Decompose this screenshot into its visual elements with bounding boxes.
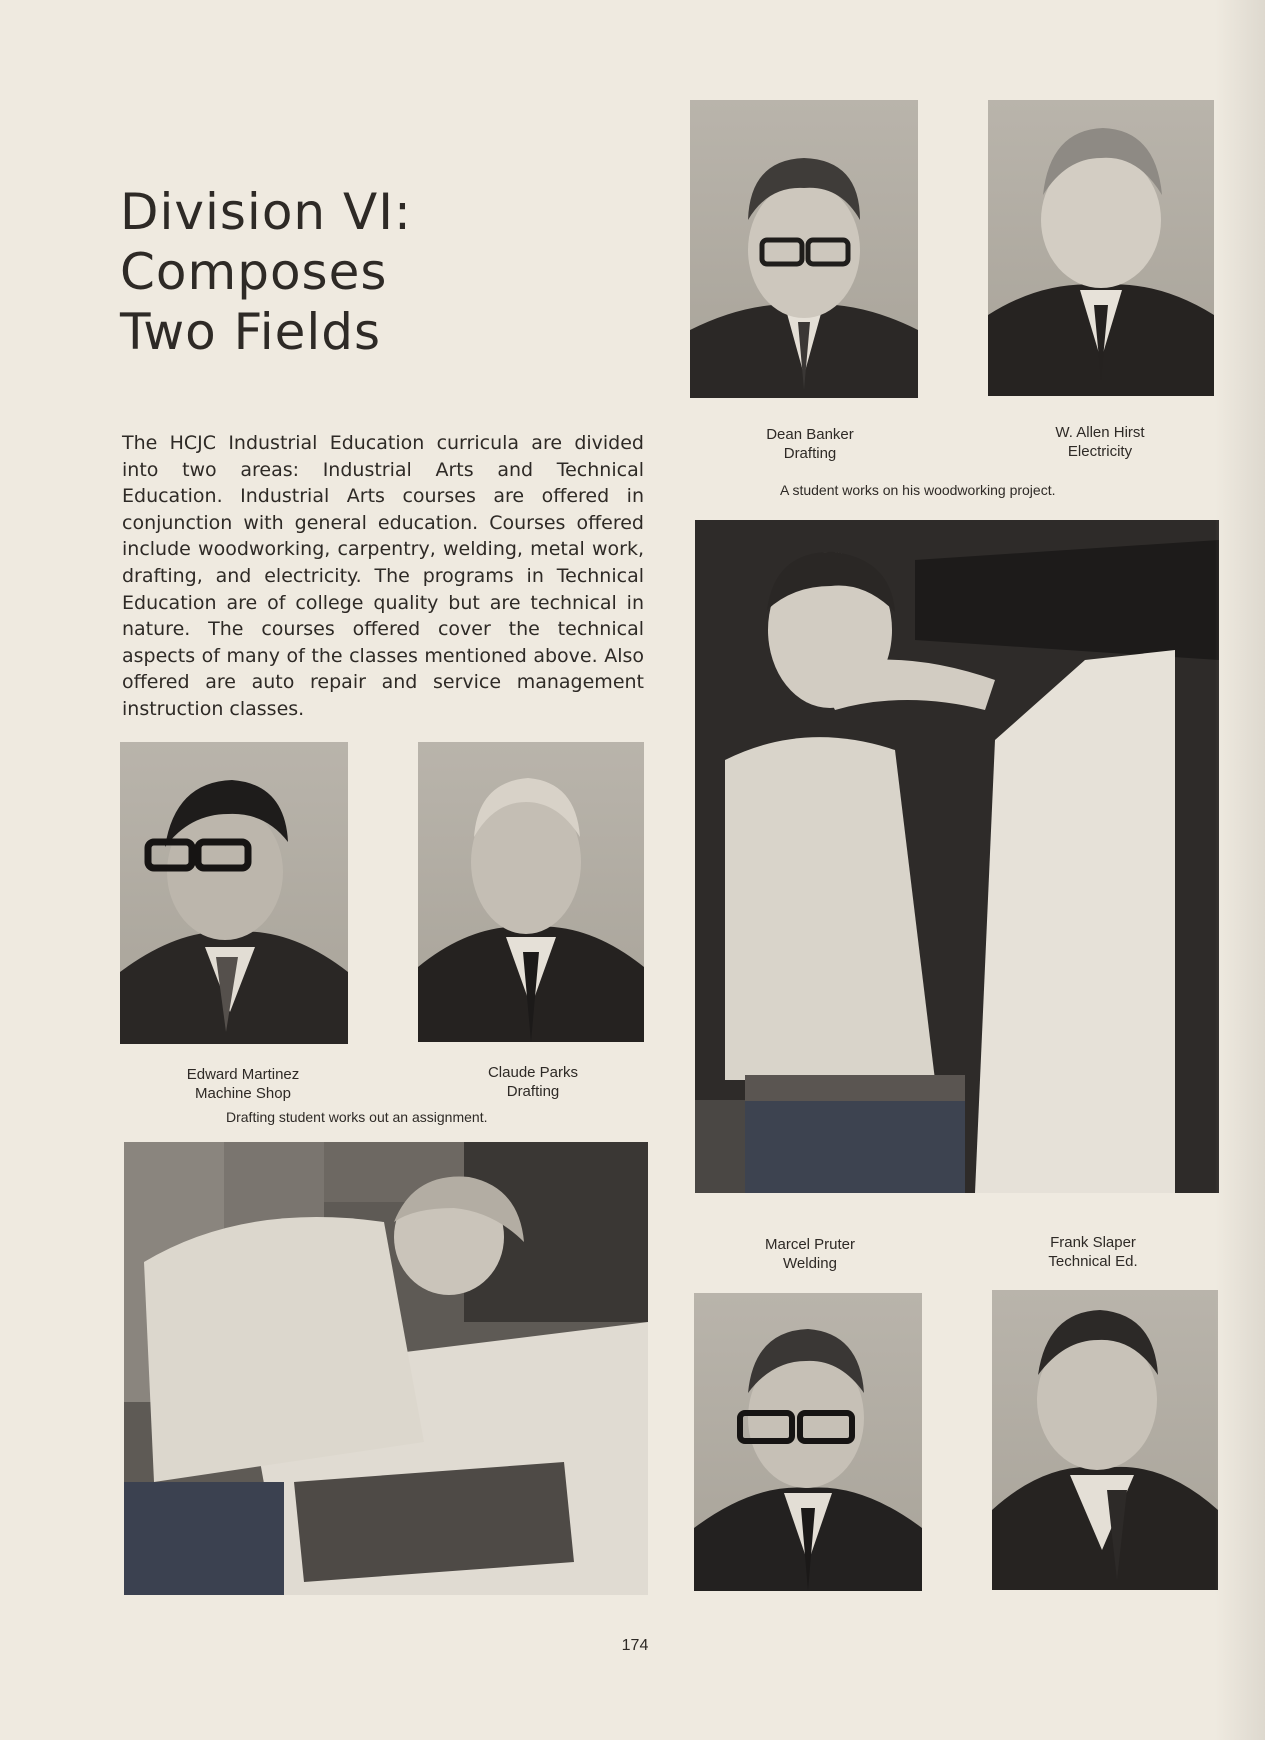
- title-line: Division VI:: [120, 183, 412, 241]
- faculty-name: Frank Slaper: [1050, 1234, 1136, 1251]
- intro-paragraph: The HCJC Industrial Education curricula are divided into two areas: Industrial Arts and Technical Education. Industrial Arts courses are offered in conjunction with general education. Courses offered include woodworking, carpentry, welding, metal work, drafting, and electricity. The programs in Technical Education are of college quality but are technical in nature. The courses offered cover the technical aspects of many of the classes mentioned above. Also offered are auto repair and service management instruction classes.: [122, 432, 644, 720]
- portrait-edward-martinez: [120, 742, 348, 1044]
- photo-caption-woodworking: A student works on his woodworking project.: [780, 482, 1056, 498]
- faculty-caption: [720, 425, 900, 463]
- faculty-caption: [153, 1065, 333, 1103]
- page-edge-shadow: [1215, 0, 1265, 1740]
- faculty-subject: Technical Ed.: [1048, 1253, 1138, 1270]
- title-line: Two Fields: [120, 303, 382, 361]
- portrait-dean-banker: [690, 100, 918, 398]
- faculty-subject: Drafting: [506, 1083, 560, 1100]
- faculty-name: Claude Parks: [487, 1064, 579, 1081]
- faculty-subject: Electricity: [1067, 443, 1133, 460]
- title-line: Composes: [120, 243, 388, 301]
- page-number: 174: [621, 1637, 649, 1654]
- faculty-name: Dean Banker: [766, 426, 854, 443]
- faculty-subject: Drafting: [783, 445, 837, 462]
- faculty-caption: [443, 1063, 623, 1101]
- faculty-caption: [720, 1235, 900, 1273]
- faculty-name: Marcel Pruter: [764, 1236, 856, 1253]
- faculty-name: W. Allen Hirst: [1055, 424, 1145, 441]
- page-title: [120, 182, 412, 362]
- faculty-caption: [1010, 423, 1190, 461]
- faculty-name: Edward Martinez: [186, 1066, 300, 1083]
- portrait-w-allen-hirst: [988, 100, 1214, 396]
- faculty-caption: [1003, 1233, 1183, 1271]
- photo-caption-drafting: Drafting student works out an assignment.: [226, 1109, 488, 1125]
- faculty-subject: Machine Shop: [195, 1085, 291, 1102]
- photo-drafting-student: [124, 1142, 648, 1595]
- portrait-frank-slaper: [992, 1290, 1218, 1590]
- portrait-claude-parks: [418, 742, 644, 1042]
- faculty-subject: Welding: [783, 1255, 837, 1272]
- portrait-marcel-pruter: [694, 1293, 922, 1591]
- photo-woodworking-student: [695, 520, 1219, 1193]
